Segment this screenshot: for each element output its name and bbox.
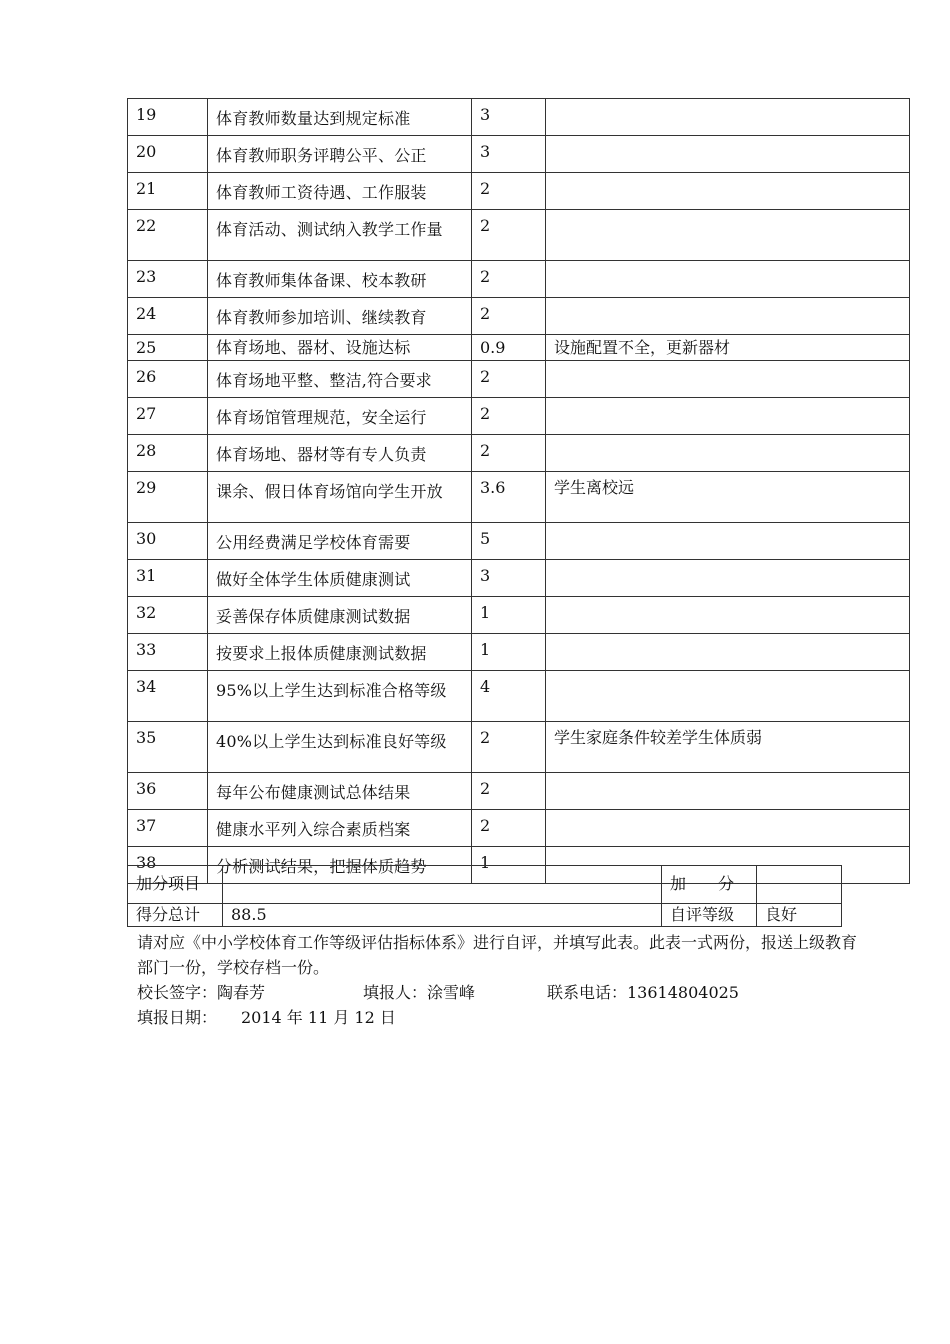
filler-name: 填报人：涂雪峰: [363, 983, 476, 1002]
table-row: [128, 634, 910, 671]
row-number: [128, 560, 208, 597]
row-item-text: 体育场地、器材、设施达标: [216, 338, 411, 357]
row-item-text: 体育教师参加培训、继续教育: [216, 308, 427, 327]
table-row: [128, 261, 910, 298]
row-score-text: 2: [480, 179, 491, 198]
row-item-text: 健康水平列入综合素质档案: [216, 820, 411, 839]
row-score: [472, 773, 546, 810]
row-score-text: 3: [480, 105, 491, 124]
row-item: [208, 298, 472, 335]
row-item-text: 做好全体学生体质健康测试: [216, 570, 411, 589]
row-score-text: 2: [480, 779, 491, 798]
total-value: 88.5: [223, 904, 662, 927]
row-number-text: 21: [136, 179, 157, 198]
row-score: [472, 435, 546, 472]
row-score: [472, 335, 546, 361]
row-number: [128, 361, 208, 398]
row-score: [472, 560, 546, 597]
row-item: [208, 671, 472, 722]
row-number-text: 22: [136, 216, 157, 235]
row-item: [208, 523, 472, 560]
instruction-text: 请对应《中小学校体育工作等级评估指标体系》进行自评，并填写此表。此表一式两份，报送上级教育部门一份，学校存档一份。: [137, 933, 858, 977]
row-note: [546, 671, 910, 722]
row-item: [208, 210, 472, 261]
row-item-text: 每年公布健康测试总体结果: [216, 783, 411, 802]
row-number: [128, 210, 208, 261]
row-score: [472, 361, 546, 398]
signature-line: [137, 980, 857, 1005]
table-row: [128, 298, 910, 335]
row-number: [128, 722, 208, 773]
row-note-text: 学生离校远: [554, 478, 635, 497]
row-score-text: 2: [480, 216, 491, 235]
bonus-score-label: 加 分: [662, 866, 757, 904]
row-number: [128, 99, 208, 136]
row-note-text: 设施配置不全，更新器材: [554, 338, 731, 357]
row-number-text: 19: [136, 105, 157, 124]
row-number: [128, 810, 208, 847]
row-score: [472, 810, 546, 847]
row-score-text: 2: [480, 728, 491, 747]
row-number: [128, 773, 208, 810]
row-score-text: 2: [480, 367, 491, 386]
grade-label: 自评等级: [662, 904, 757, 927]
row-number-text: 31: [136, 566, 157, 585]
bonus-value: [223, 866, 662, 904]
row-item: [208, 773, 472, 810]
row-item: [208, 361, 472, 398]
fill-date: 填报日期： 2014 年 11 月 12 日: [137, 1008, 396, 1027]
row-score-text: 2: [480, 404, 491, 423]
row-number-text: 36: [136, 779, 157, 798]
row-note: [546, 634, 910, 671]
row-note: [546, 398, 910, 435]
row-score: [472, 398, 546, 435]
row-item-text: 体育教师数量达到规定标准: [216, 109, 411, 128]
row-item-text: 体育教师职务评聘公平、公正: [216, 146, 427, 165]
contact-phone: 联系电话：13614804025: [547, 983, 739, 1002]
table-row: [128, 523, 910, 560]
row-note: [546, 597, 910, 634]
row-number-text: 24: [136, 304, 157, 323]
row-score: [472, 298, 546, 335]
row-number: [128, 335, 208, 361]
row-score-text: 5: [480, 529, 491, 548]
row-score: [472, 472, 546, 523]
row-number: [128, 261, 208, 298]
table-row: [128, 722, 910, 773]
row-item-text: 妥善保存体质健康测试数据: [216, 607, 411, 626]
row-number-text: 30: [136, 529, 157, 548]
row-number-text: 20: [136, 142, 157, 161]
row-score-text: 3: [480, 142, 491, 161]
row-item: [208, 810, 472, 847]
evaluation-table: [127, 98, 910, 884]
row-score: [472, 523, 546, 560]
table-row: [128, 210, 910, 261]
row-item-text: 公用经费满足学校体育需要: [216, 533, 411, 552]
row-score-text: 2: [480, 267, 491, 286]
row-number: [128, 136, 208, 173]
row-note: [546, 210, 910, 261]
row-note: [546, 361, 910, 398]
row-number: [128, 523, 208, 560]
row-note: [546, 722, 910, 773]
table-row: [128, 472, 910, 523]
summary-table: [127, 865, 842, 927]
row-score: [472, 597, 546, 634]
row-score: [472, 261, 546, 298]
row-item: [208, 435, 472, 472]
row-score: [472, 210, 546, 261]
row-item-text: 按要求上报体质健康测试数据: [216, 644, 427, 663]
bonus-label: 加分项目: [128, 866, 223, 904]
row-note: [546, 773, 910, 810]
row-number-text: 34: [136, 677, 157, 696]
row-number-text: 27: [136, 404, 157, 423]
row-item-text: 体育场馆管理规范，安全运行: [216, 408, 427, 427]
row-number-text: 28: [136, 441, 157, 460]
row-number-text: 32: [136, 603, 157, 622]
row-item-text: 40%以上学生达到标准良好等级: [216, 732, 447, 751]
row-note: [546, 523, 910, 560]
row-note: [546, 99, 910, 136]
row-note: [546, 335, 910, 361]
row-score: [472, 99, 546, 136]
row-note: [546, 435, 910, 472]
table-row: [128, 560, 910, 597]
row-note: [546, 298, 910, 335]
row-item: [208, 261, 472, 298]
row-number-text: 29: [136, 478, 157, 497]
row-score: [472, 722, 546, 773]
grade-value: 良好: [757, 904, 842, 927]
table-row: [128, 361, 910, 398]
evaluation-table-body: [128, 99, 910, 884]
table-row: [128, 335, 910, 361]
row-item: [208, 597, 472, 634]
table-row: [128, 597, 910, 634]
row-score-text: 3.6: [480, 478, 506, 497]
row-item-text: 体育教师工资待遇、工作服装: [216, 183, 427, 202]
row-item: [208, 335, 472, 361]
row-score-text: 3: [480, 566, 491, 585]
row-score: [472, 634, 546, 671]
row-number: [128, 298, 208, 335]
row-score-text: 1: [480, 640, 491, 659]
row-number: [128, 398, 208, 435]
row-note-text: 学生家庭条件较差学生体质弱: [554, 728, 763, 747]
row-item: [208, 722, 472, 773]
row-score: [472, 671, 546, 722]
row-item: [208, 99, 472, 136]
row-score-text: 0.9: [480, 338, 506, 357]
row-item-text: 体育教师集体备课、校本教研: [216, 271, 427, 290]
bonus-row: [128, 866, 842, 904]
row-score-text: 2: [480, 441, 491, 460]
row-number: [128, 597, 208, 634]
row-number-text: 25: [136, 338, 157, 357]
row-item: [208, 136, 472, 173]
row-item: [208, 472, 472, 523]
row-item-text: 95%以上学生达到标准合格等级: [216, 681, 447, 700]
table-row: [128, 398, 910, 435]
row-number-text: 38: [136, 853, 157, 872]
row-item-text: 体育场地、器材等有专人负责: [216, 445, 427, 464]
row-note: [546, 136, 910, 173]
row-note: [546, 560, 910, 597]
row-number: [128, 472, 208, 523]
row-number-text: 23: [136, 267, 157, 286]
table-row: [128, 773, 910, 810]
row-score-text: 2: [480, 304, 491, 323]
row-note: [546, 173, 910, 210]
total-row: [128, 904, 842, 927]
row-number: [128, 173, 208, 210]
row-item-text: 体育活动、测试纳入教学工作量: [216, 220, 443, 239]
table-row: [128, 810, 910, 847]
row-note: [546, 472, 910, 523]
principal-signature: 校长签字：陶春芳: [137, 983, 266, 1002]
row-note: [546, 810, 910, 847]
row-score: [472, 136, 546, 173]
row-score-text: 4: [480, 677, 491, 696]
row-score-text: 2: [480, 816, 491, 835]
table-row: [128, 136, 910, 173]
row-score-text: 1: [480, 603, 491, 622]
row-number: [128, 435, 208, 472]
table-row: [128, 435, 910, 472]
row-score: [472, 173, 546, 210]
row-note: [546, 261, 910, 298]
row-item: [208, 560, 472, 597]
table-row: [128, 671, 910, 722]
row-number-text: 37: [136, 816, 157, 835]
row-item: [208, 634, 472, 671]
row-item: [208, 398, 472, 435]
bonus-score-value: [757, 866, 842, 904]
total-label: 得分总计: [128, 904, 223, 927]
row-item-text: 体育场地平整、整洁,符合要求: [216, 371, 432, 390]
table-row: [128, 99, 910, 136]
row-score-text: 1: [480, 853, 491, 872]
notes-section: [137, 930, 857, 1030]
row-number: [128, 671, 208, 722]
row-item: [208, 173, 472, 210]
row-number-text: 35: [136, 728, 157, 747]
row-item-text: 分析测试结果，把握体质趋势: [216, 857, 427, 876]
row-number-text: 33: [136, 640, 157, 659]
table-row: [128, 173, 910, 210]
row-number: [128, 634, 208, 671]
row-number-text: 26: [136, 367, 157, 386]
row-item-text: 课余、假日体育场馆向学生开放: [216, 482, 443, 501]
